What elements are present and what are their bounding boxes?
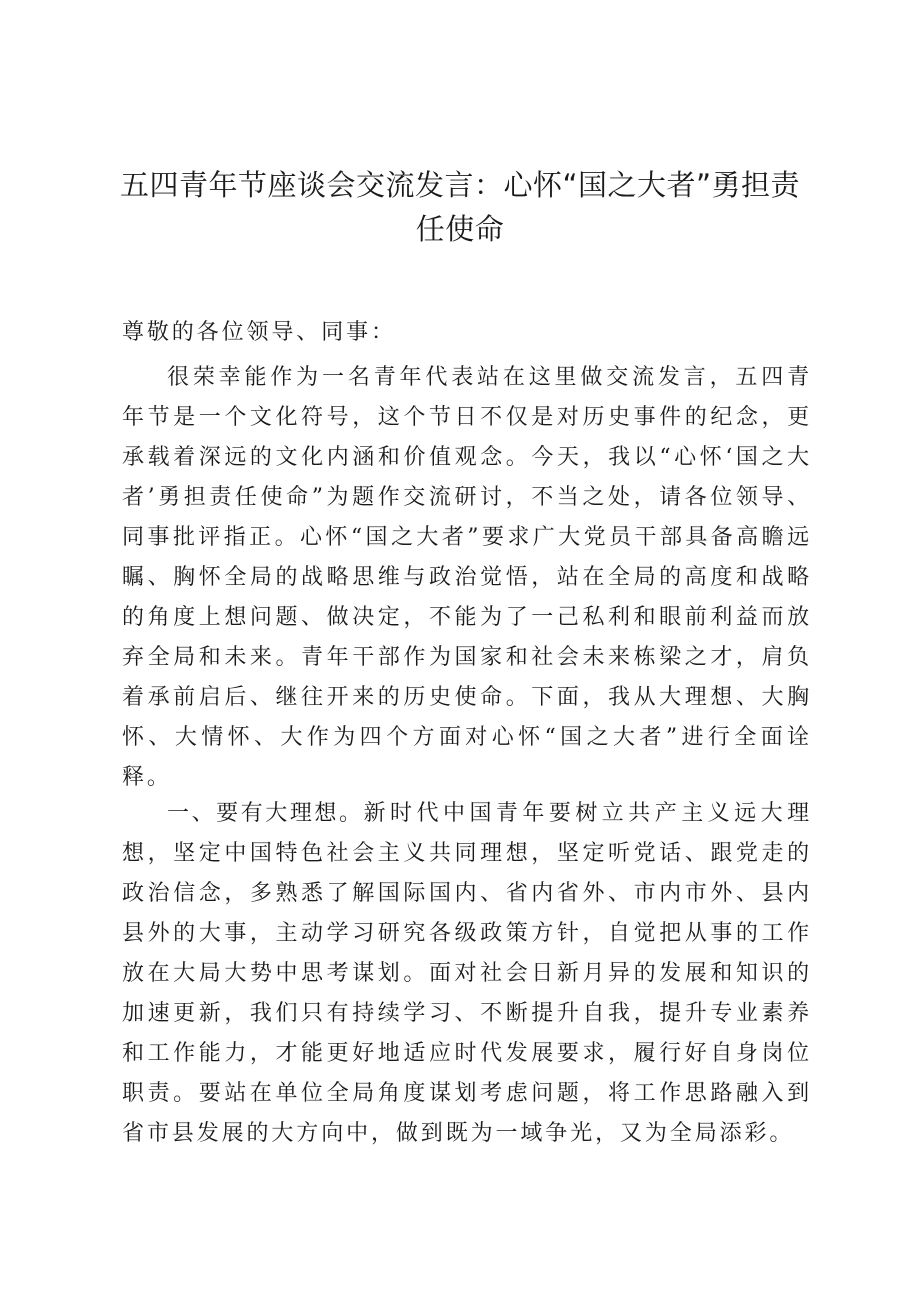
section-one-heading: 一、要有大理想。 bbox=[167, 801, 364, 826]
document-title-line-2: 任使命 bbox=[415, 212, 505, 246]
paragraph-introduction: 很荣幸能作为一名青年代表站在这里做交流发言，五四青年节是一个文化符号，这个节日不仅是对历史事件的纪念，更承载着深远的文化内涵和价值观念。今天，我以“心怀‘国之大者’勇担责任使命”为题作交流研讨，不当之处，请各位领导、同事批评指正。心怀“国之大者”要求广大党员干部具备高瞻远瞩、胸怀全局的战略思维与政治觉悟，站在全局的高度和战略的角度上想问题、做决定，不能为了一己私利和眼前利益而放弃全局和未来。青年干部作为国家和社会未来栋梁之才，肩负着承前启后、继往开来的历史使命。下面，我从大理想、大胸怀、大情怀、大作为四个方面对心怀“国之大者”进行全面诠释。 bbox=[122, 365, 812, 790]
salutation: 尊敬的各位领导、同事： bbox=[122, 320, 396, 345]
paragraph-section-one bbox=[122, 794, 812, 1154]
section-one-body: 新时代中国青年要树立共产主义远大理想，坚定中国特色社会主义共同理想，坚定听党话、跟党走的政治信念，多熟悉了解国际国内、省内省外、市内市外、县内县外的大事，主动学习研究各级政策方针，自觉把从事的工作放在大局大势中思考谋划。面对社会日新月异的发展和知识的加速更新，我们只有持续学习、不断提升自我，提升专业素养和工作能力，才能更好地适应时代发展要求，履行好自身岗位职责。要站在单位全局角度谋划考虑问题，将工作思路融入到省市县发展的大方向中，做到既为一域争光，又为全局添彩。 bbox=[122, 801, 812, 1146]
document-title bbox=[100, 163, 820, 251]
document-title-line-1: 五四青年节座谈会交流发言：心怀“国之大者”勇担责 bbox=[119, 168, 801, 202]
